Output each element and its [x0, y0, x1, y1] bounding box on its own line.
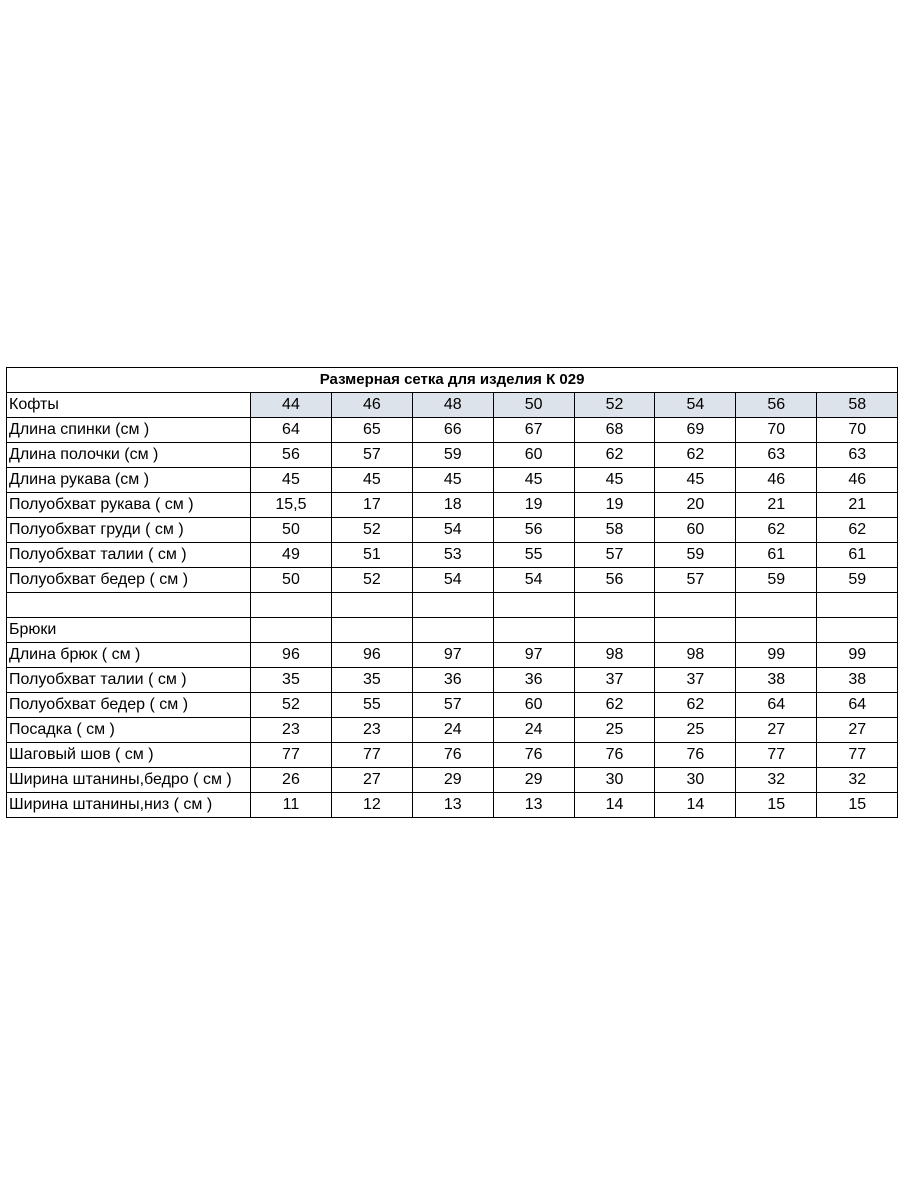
measurement-value: 62 — [736, 518, 817, 543]
measurement-value: 26 — [251, 768, 332, 793]
measurement-label: Полуобхват бедер ( см ) — [7, 568, 251, 593]
measurement-value: 50 — [251, 568, 332, 593]
table-row — [7, 443, 898, 468]
measurement-value: 17 — [331, 493, 412, 518]
empty-cell — [493, 593, 574, 618]
measurement-value: 29 — [412, 768, 493, 793]
measurement-value: 54 — [412, 518, 493, 543]
measurement-value: 67 — [493, 418, 574, 443]
measurement-value: 45 — [251, 468, 332, 493]
measurement-value: 38 — [736, 668, 817, 693]
tops-header-row — [7, 393, 898, 418]
table-row — [7, 643, 898, 668]
measurement-value: 56 — [493, 518, 574, 543]
measurement-value: 45 — [331, 468, 412, 493]
table-row — [7, 543, 898, 568]
measurement-value: 49 — [251, 543, 332, 568]
measurement-value: 62 — [655, 443, 736, 468]
measurement-value: 36 — [493, 668, 574, 693]
empty-cell — [736, 618, 817, 643]
measurement-value: 59 — [412, 443, 493, 468]
measurement-value: 96 — [251, 643, 332, 668]
measurement-label: Ширина штанины,бедро ( см ) — [7, 768, 251, 793]
section-label-trousers: Брюки — [7, 618, 251, 643]
size-header-cell: 56 — [736, 393, 817, 418]
measurement-value: 36 — [412, 668, 493, 693]
table-title: Размерная сетка для изделия К 029 — [7, 368, 898, 393]
measurement-value: 57 — [412, 693, 493, 718]
measurement-value: 52 — [251, 693, 332, 718]
measurement-label: Полуобхват рукава ( см ) — [7, 493, 251, 518]
measurement-value: 45 — [493, 468, 574, 493]
size-header-cell: 54 — [655, 393, 736, 418]
measurement-value: 27 — [817, 718, 898, 743]
measurement-value: 29 — [493, 768, 574, 793]
measurement-value: 23 — [331, 718, 412, 743]
measurement-label: Полуобхват талии ( см ) — [7, 543, 251, 568]
table-row — [7, 718, 898, 743]
measurement-label: Длина спинки (см ) — [7, 418, 251, 443]
measurement-value: 46 — [736, 468, 817, 493]
measurement-value: 35 — [331, 668, 412, 693]
measurement-value: 13 — [412, 793, 493, 818]
measurement-label: Шаговый шов ( см ) — [7, 743, 251, 768]
table-row — [7, 493, 898, 518]
measurement-value: 68 — [574, 418, 655, 443]
table-row — [7, 743, 898, 768]
measurement-value: 57 — [655, 568, 736, 593]
measurement-value: 96 — [331, 643, 412, 668]
measurement-label: Полуобхват талии ( см ) — [7, 668, 251, 693]
size-header-cell: 52 — [574, 393, 655, 418]
table-row — [7, 418, 898, 443]
measurement-value: 21 — [817, 493, 898, 518]
measurement-label: Полуобхват бедер ( см ) — [7, 693, 251, 718]
measurement-value: 24 — [412, 718, 493, 743]
measurement-value: 77 — [251, 743, 332, 768]
measurement-value: 62 — [574, 693, 655, 718]
measurement-value: 32 — [736, 768, 817, 793]
measurement-value: 65 — [331, 418, 412, 443]
measurement-value: 35 — [251, 668, 332, 693]
table-row — [7, 793, 898, 818]
measurement-value: 18 — [412, 493, 493, 518]
measurement-value: 63 — [736, 443, 817, 468]
measurement-value: 76 — [493, 743, 574, 768]
measurement-value: 64 — [817, 693, 898, 718]
measurement-value: 14 — [574, 793, 655, 818]
measurement-value: 55 — [331, 693, 412, 718]
spacer-row — [7, 593, 898, 618]
empty-cell — [331, 593, 412, 618]
measurement-value: 64 — [251, 418, 332, 443]
empty-cell — [655, 593, 736, 618]
measurement-value: 32 — [817, 768, 898, 793]
empty-cell — [574, 618, 655, 643]
measurement-value: 19 — [493, 493, 574, 518]
measurement-value: 13 — [493, 793, 574, 818]
measurement-value: 50 — [251, 518, 332, 543]
measurement-value: 61 — [736, 543, 817, 568]
measurement-value: 76 — [574, 743, 655, 768]
measurement-value: 77 — [817, 743, 898, 768]
measurement-value: 59 — [736, 568, 817, 593]
measurement-value: 24 — [493, 718, 574, 743]
measurement-value: 27 — [736, 718, 817, 743]
measurement-value: 60 — [493, 693, 574, 718]
measurement-value: 99 — [736, 643, 817, 668]
measurement-value: 99 — [817, 643, 898, 668]
measurement-value: 56 — [251, 443, 332, 468]
measurement-label: Длина рукава (см ) — [7, 468, 251, 493]
size-header-cell: 48 — [412, 393, 493, 418]
empty-cell — [574, 593, 655, 618]
size-header-cell: 46 — [331, 393, 412, 418]
empty-cell — [331, 618, 412, 643]
table-row — [7, 468, 898, 493]
measurement-value: 70 — [736, 418, 817, 443]
measurement-value: 15 — [736, 793, 817, 818]
size-header-cell: 58 — [817, 393, 898, 418]
measurement-value: 30 — [574, 768, 655, 793]
size-chart-table — [6, 367, 898, 818]
empty-cell — [655, 618, 736, 643]
measurement-value: 57 — [331, 443, 412, 468]
measurement-value: 52 — [331, 518, 412, 543]
measurement-value: 66 — [412, 418, 493, 443]
measurement-value: 63 — [817, 443, 898, 468]
measurement-value: 45 — [655, 468, 736, 493]
measurement-value: 15,5 — [251, 493, 332, 518]
measurement-value: 19 — [574, 493, 655, 518]
measurement-value: 27 — [331, 768, 412, 793]
empty-cell — [412, 618, 493, 643]
measurement-value: 61 — [817, 543, 898, 568]
measurement-value: 70 — [817, 418, 898, 443]
empty-cell — [736, 593, 817, 618]
measurement-value: 45 — [412, 468, 493, 493]
measurement-value: 21 — [736, 493, 817, 518]
measurement-value: 25 — [655, 718, 736, 743]
measurement-value: 64 — [736, 693, 817, 718]
measurement-value: 30 — [655, 768, 736, 793]
measurement-value: 46 — [817, 468, 898, 493]
measurement-value: 20 — [655, 493, 736, 518]
table-row — [7, 693, 898, 718]
measurement-value: 55 — [493, 543, 574, 568]
empty-cell — [7, 593, 251, 618]
measurement-value: 62 — [574, 443, 655, 468]
table-row — [7, 668, 898, 693]
measurement-value: 37 — [655, 668, 736, 693]
measurement-value: 59 — [655, 543, 736, 568]
measurement-value: 62 — [817, 518, 898, 543]
measurement-value: 59 — [817, 568, 898, 593]
measurement-value: 23 — [251, 718, 332, 743]
section-label-tops: Кофты — [7, 393, 251, 418]
measurement-value: 51 — [331, 543, 412, 568]
size-header-cell: 44 — [251, 393, 332, 418]
measurement-value: 38 — [817, 668, 898, 693]
measurement-label: Полуобхват груди ( см ) — [7, 518, 251, 543]
measurement-value: 53 — [412, 543, 493, 568]
measurement-value: 25 — [574, 718, 655, 743]
measurement-value: 77 — [331, 743, 412, 768]
measurement-value: 52 — [331, 568, 412, 593]
measurement-label: Ширина штанины,низ ( см ) — [7, 793, 251, 818]
table-row — [7, 768, 898, 793]
measurement-label: Длина брюк ( см ) — [7, 643, 251, 668]
measurement-value: 45 — [574, 468, 655, 493]
table-row — [7, 568, 898, 593]
empty-cell — [251, 618, 332, 643]
measurement-label: Посадка ( см ) — [7, 718, 251, 743]
measurement-value: 98 — [574, 643, 655, 668]
measurement-value: 97 — [412, 643, 493, 668]
measurement-value: 37 — [574, 668, 655, 693]
measurement-value: 54 — [412, 568, 493, 593]
measurement-value: 60 — [493, 443, 574, 468]
size-header-cell: 50 — [493, 393, 574, 418]
measurement-value: 97 — [493, 643, 574, 668]
trousers-header-row — [7, 618, 898, 643]
empty-cell — [817, 618, 898, 643]
measurement-value: 69 — [655, 418, 736, 443]
empty-cell — [412, 593, 493, 618]
measurement-value: 76 — [655, 743, 736, 768]
measurement-value: 98 — [655, 643, 736, 668]
measurement-label: Длина полочки (см ) — [7, 443, 251, 468]
measurement-value: 15 — [817, 793, 898, 818]
measurement-value: 76 — [412, 743, 493, 768]
measurement-value: 57 — [574, 543, 655, 568]
measurement-value: 11 — [251, 793, 332, 818]
table-title-row — [7, 368, 898, 393]
empty-cell — [493, 618, 574, 643]
measurement-value: 58 — [574, 518, 655, 543]
measurement-value: 60 — [655, 518, 736, 543]
measurement-value: 62 — [655, 693, 736, 718]
measurement-value: 54 — [493, 568, 574, 593]
measurement-value: 14 — [655, 793, 736, 818]
table-row — [7, 518, 898, 543]
empty-cell — [817, 593, 898, 618]
measurement-value: 56 — [574, 568, 655, 593]
measurement-value: 12 — [331, 793, 412, 818]
measurement-value: 77 — [736, 743, 817, 768]
empty-cell — [251, 593, 332, 618]
